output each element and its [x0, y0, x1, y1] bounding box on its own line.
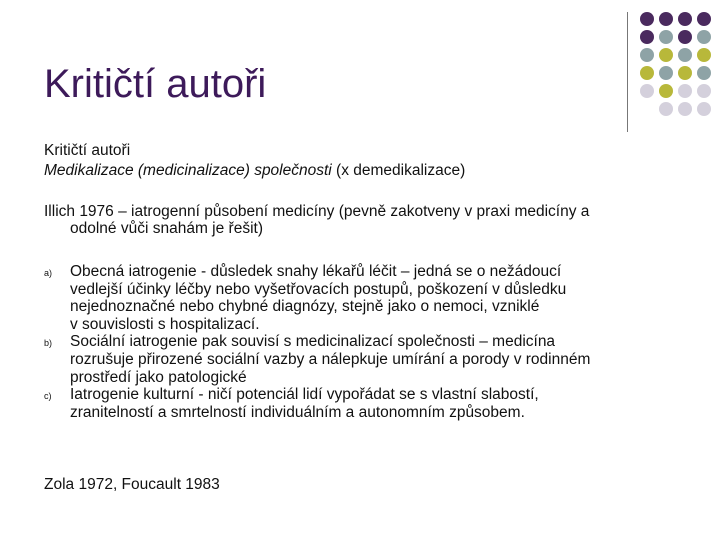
- decor-dot: [659, 66, 673, 80]
- intro-italic-text: Medikalizace (medicinalizace) společnosti: [44, 162, 332, 179]
- illich-paragraph: [44, 203, 684, 237]
- decor-dot: [659, 102, 673, 116]
- intro-subheading: [44, 161, 465, 181]
- decor-dot: [678, 48, 692, 62]
- decor-dot: [659, 12, 673, 26]
- slide-title: Kritičtí autoři: [44, 62, 267, 106]
- list-item-line: v souvislosti s hospitalizací.: [70, 315, 260, 333]
- list-item-line: vedlejší účinky léčby nebo vyšetřovacích postupů, poškození v důsledku: [70, 280, 567, 298]
- decor-dot: [640, 12, 654, 26]
- illich-line-1: Illich 1976 – iatrogenní působení medicíny (pevně zakotveny v praxi medicíny a: [44, 203, 590, 220]
- list-marker: b): [44, 338, 53, 349]
- decor-dot: [659, 30, 673, 44]
- decor-dot: [640, 30, 654, 44]
- decor-dot: [697, 84, 711, 98]
- list-item: [44, 263, 684, 333]
- intro-block: [44, 141, 465, 181]
- list-item-line: Iatrogenie kulturní - ničí potenciál lidí vypořádat se s vlastní slabostí,: [70, 386, 539, 404]
- decor-dot: [640, 48, 654, 62]
- list-item-line: zranitelností a smrtelností individuálním a autonomním způsobem.: [70, 403, 525, 421]
- footer-references: Zola 1972, Foucault 1983: [44, 476, 220, 493]
- decor-dot: [697, 12, 711, 26]
- decor-dot: [678, 66, 692, 80]
- decor-dot: [678, 84, 692, 98]
- dot-grid-decoration: [640, 12, 720, 122]
- decor-dot: [659, 48, 673, 62]
- decor-dot: [640, 84, 654, 98]
- list-item-line: Sociální iatrogenie pak souvisí s medicinalizací společnosti – medicína: [70, 333, 556, 351]
- decor-dot: [678, 102, 692, 116]
- decor-dot: [678, 30, 692, 44]
- intro-heading: Kritičtí autoři: [44, 142, 131, 159]
- decor-dot: [697, 30, 711, 44]
- list-item-line: rozrušuje přirozené sociální vazby a nálepkuje umírání a porody v rodinném: [70, 350, 591, 368]
- decor-dot: [697, 48, 711, 62]
- intro-rest-text: (x demedikalizace): [331, 162, 466, 179]
- list-marker: c): [44, 391, 52, 402]
- list-item-line: prostředí jako patologické: [70, 368, 247, 386]
- illich-line-2: odolné vůči snahám je řešit): [70, 220, 263, 237]
- decor-dot: [640, 66, 654, 80]
- list-marker: a): [44, 268, 53, 278]
- iatrogenesis-list: [44, 263, 684, 421]
- list-item: [44, 333, 684, 386]
- decor-dot: [697, 66, 711, 80]
- divider-line: [627, 12, 628, 132]
- list-item-line: Obecná iatrogenie - důsledek snahy lékařů léčit – jedná se o nežádoucí: [70, 263, 562, 280]
- list-item-line: nejednoznačné nebo chybné diagnózy, stejně jako o nemoci, vzniklé: [70, 298, 540, 316]
- decor-dot: [659, 84, 673, 98]
- decor-dot: [697, 102, 711, 116]
- list-item: [44, 386, 684, 421]
- decor-dot: [678, 12, 692, 26]
